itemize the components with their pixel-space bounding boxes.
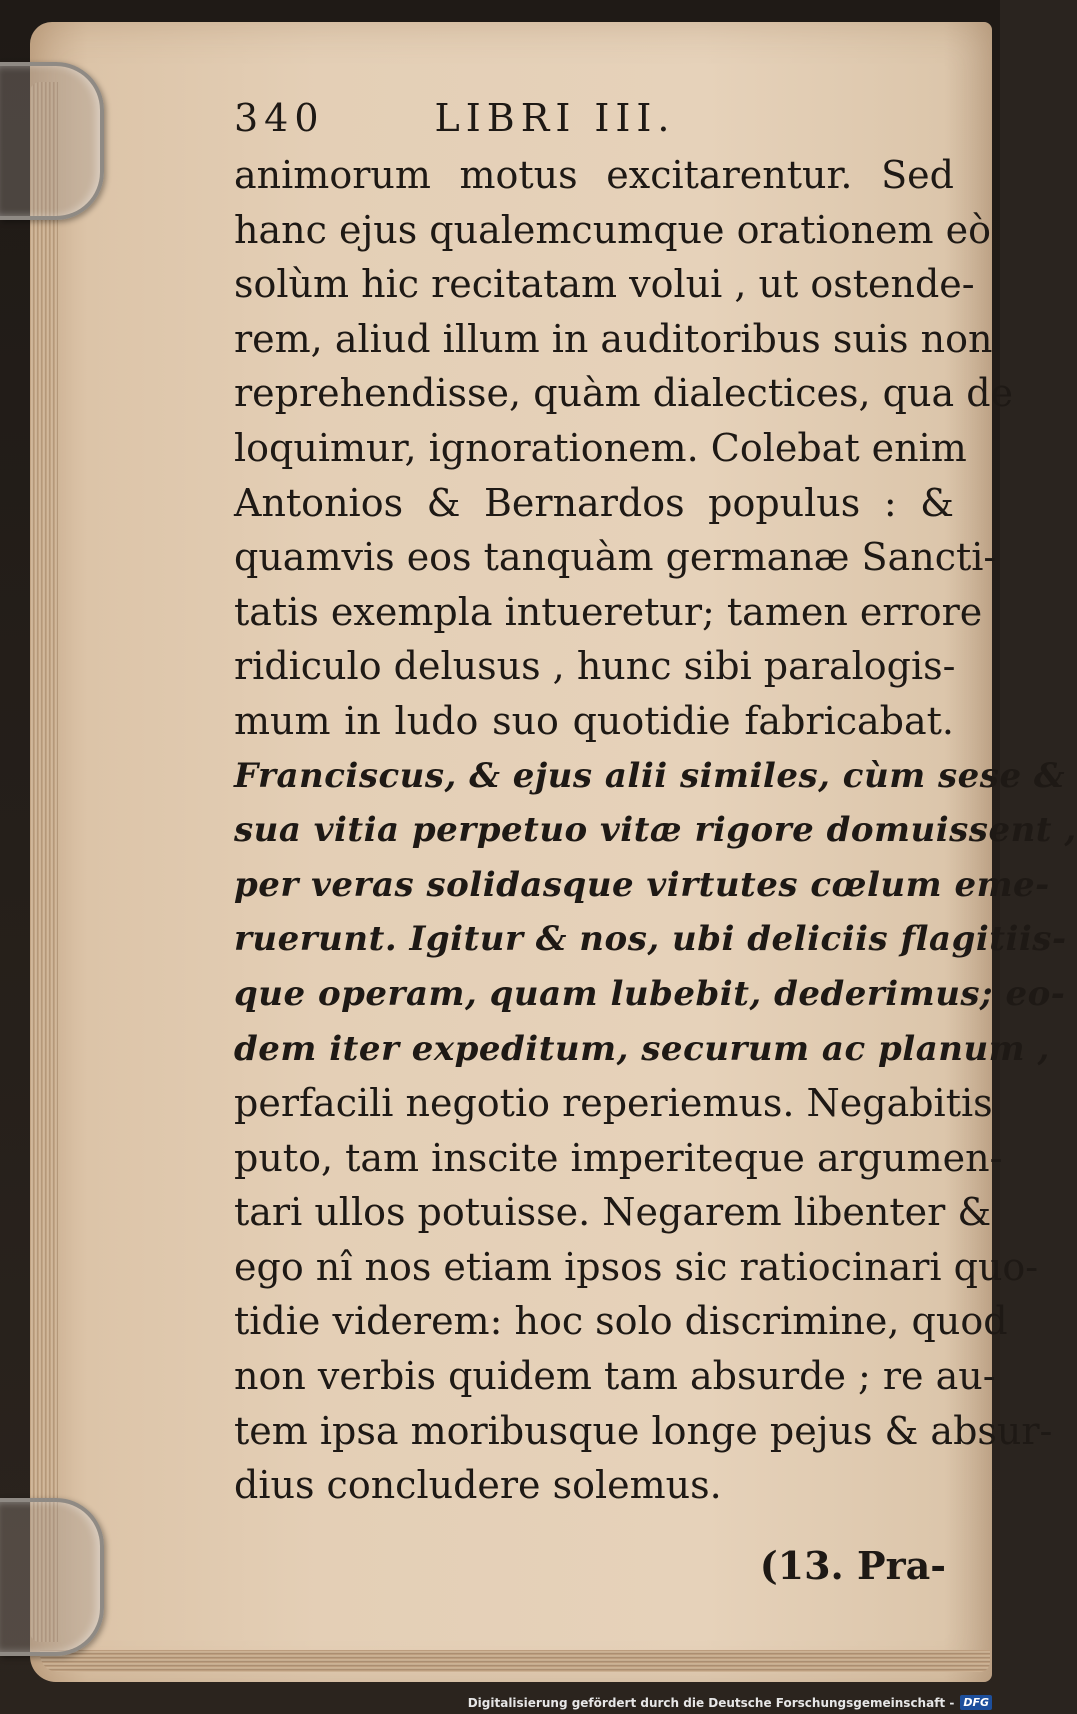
text-line: sua vitia perpetuo vitæ rigore domuissent , [234, 810, 1077, 851]
text-line: quamvis eos tanquàm germanæ Sancti- [234, 535, 997, 580]
text-line: tidie viderem: hoc solo discrimine, quod [234, 1299, 1008, 1344]
page-clip-bottom [0, 1498, 104, 1656]
page-bottom-edge [40, 1650, 990, 1672]
running-title: LIBRI III. [434, 96, 676, 140]
text-line: non verbis quidem tam absurde ; re au- [234, 1354, 996, 1399]
footer-text: Digitalisierung gefördert durch die Deutsche Forschungsgemeinschaft - [467, 1695, 955, 1710]
text-line: animorum motus excitarentur. Sed [234, 153, 954, 197]
text-line: ruerunt. Igitur & nos, ubi deliciis flagitiis- [234, 919, 1067, 960]
text-line: rem, aliud illum in auditoribus suis non [234, 316, 993, 361]
text-line: ridiculo delusus , hunc sibi paralogis- [234, 644, 956, 689]
text-line: dius concludere solemus. [234, 1463, 722, 1508]
page-number: 340 [234, 96, 325, 140]
text-line: tatis exempla intueretur; tamen errore [234, 589, 983, 634]
text-line: ego nî nos etiam ipsos sic ratiocinari quo- [234, 1244, 1039, 1289]
text-line: Franciscus, & ejus alii similes, cùm sese & [234, 755, 1066, 796]
page-header [234, 88, 954, 148]
page-text [234, 88, 1077, 1593]
text-line: Antonios & Bernardos populus : & [234, 480, 954, 525]
text-line: tari ullos potuisse. Negarem libenter & [234, 1190, 992, 1235]
text-line: puto, tam inscite imperiteque argumen- [234, 1135, 1003, 1180]
text-line: hanc ejus qualemcumque orationem eò [234, 207, 992, 252]
text-line: solùm hic recitatam volui , ut ostende- [234, 262, 975, 307]
text-line: dem iter expeditum, securum ac planum , [234, 1028, 1050, 1069]
dfg-logo: DFG [960, 1695, 992, 1710]
text-line: mum in ludo suo quotidie fabricabat. [234, 698, 954, 743]
text-line: perfacili negotio reperiemus. Negabitis [234, 1081, 993, 1126]
catchword: (13. Pra- [759, 1542, 946, 1588]
digitization-footer [468, 1695, 992, 1710]
text-line: loquimur, ignorationem. Colebat enim [234, 425, 967, 470]
text-body [234, 148, 1077, 1513]
text-line: per veras solidasque virtutes cœlum eme- [234, 864, 1050, 905]
page-clip-top [0, 62, 104, 220]
text-line: que operam, quam lubebit, dederimus; eo- [234, 973, 1066, 1014]
text-line: tem ipsa moribusque longe pejus & absur- [234, 1408, 1053, 1453]
text-line: reprehendisse, quàm dialectices, qua de [234, 371, 1014, 416]
page-edges [30, 82, 58, 1642]
